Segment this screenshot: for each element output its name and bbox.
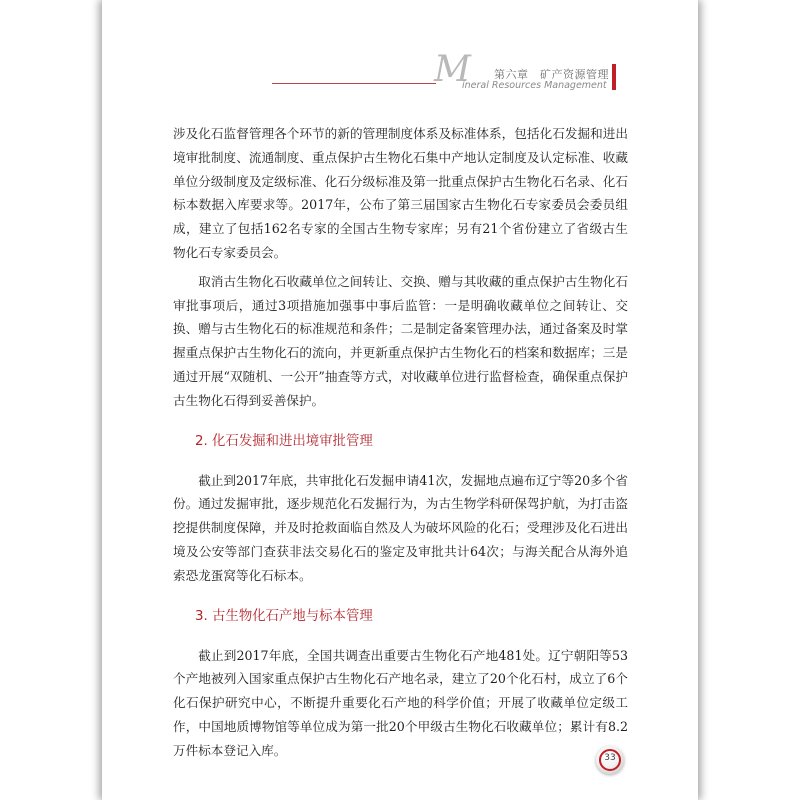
body-text xyxy=(173,122,628,768)
header-accent-bar xyxy=(612,64,616,90)
paragraph: 涉及化石监督管理各个环节的新的管理制度体系及标准体系，包括化石发掘和进出境审批制度、流通制度、重点保护古生物化石集中产地认定制度及认定标准、收藏单位分级制度及定级标准、化石分级标准及第一批重点保护古生物化石名录、化石标本数据入库要求等。2017年，公布了第三届国家古生物化石专家委员会委员组成，建立了包括162名专家的全国古生物专家库；另有21个省份建立了省级古生物化石专家委员会。 xyxy=(173,126,628,260)
chapter-title: 第六章 矿产资源管理 xyxy=(494,68,609,81)
section-heading: 3. 古生物化石产地与标本管理 xyxy=(195,608,373,624)
paragraph: 取消古生物化石收藏单位之间转让、交换、赠与其收藏的重点保护古生物化石审批事项后，通过3项措施加强事中事后监管：一是明确收藏单位之间转让、交换、赠与古生物化石的标准规范和条件；二是制定备案管理办法，通过备案及时掌握重点保护古生物化石的流向，并更新重点保护古生物化石的档案和数据库；三是通过开展“双随机、一公开”抽查等方式，对收藏单位进行监督检查，确保重点保护古生物化石得到妥善保护。 xyxy=(173,273,628,408)
header-decor-letter: M xyxy=(434,49,471,90)
page-number-badge xyxy=(596,746,624,774)
page-number: 33 xyxy=(604,753,616,763)
paragraph: 截止到2017年底，全国共调查出重要古生物化石产地481处。辽宁朝阳等53个产地被列入国家重点保护古生物化石产地名录，建立了20个化石村，成立了6个化石保护研究中心，不断提升重要化石产地的科学价值；开展了收藏单位定级工作，中国地质博物馆等单位成为第一批20个甲级古生物化石收藏单位；累计有8.2万件标本登记入库。 xyxy=(173,647,628,758)
paragraph: 截止到2017年底，共审批化石发掘申请41次，发掘地点遍布辽宁等20多个省份。通过发掘审批，逐步规范化石发掘行为，为古生物学科研保驾护航，为打击盗挖提供制度保障，并及时抢救面临自然及人为破坏风险的化石；受理涉及化石进出境及公安等部门查获非法交易化石的鉴定及审批共计64次；与海关配合从海外追索恐龙蛋窝等化石标本。 xyxy=(173,472,628,583)
section-heading: 2. 化石发掘和进出境审批管理 xyxy=(195,433,373,449)
chapter-title-english: ineral Resources Management xyxy=(462,80,607,91)
header-rule xyxy=(272,83,436,84)
